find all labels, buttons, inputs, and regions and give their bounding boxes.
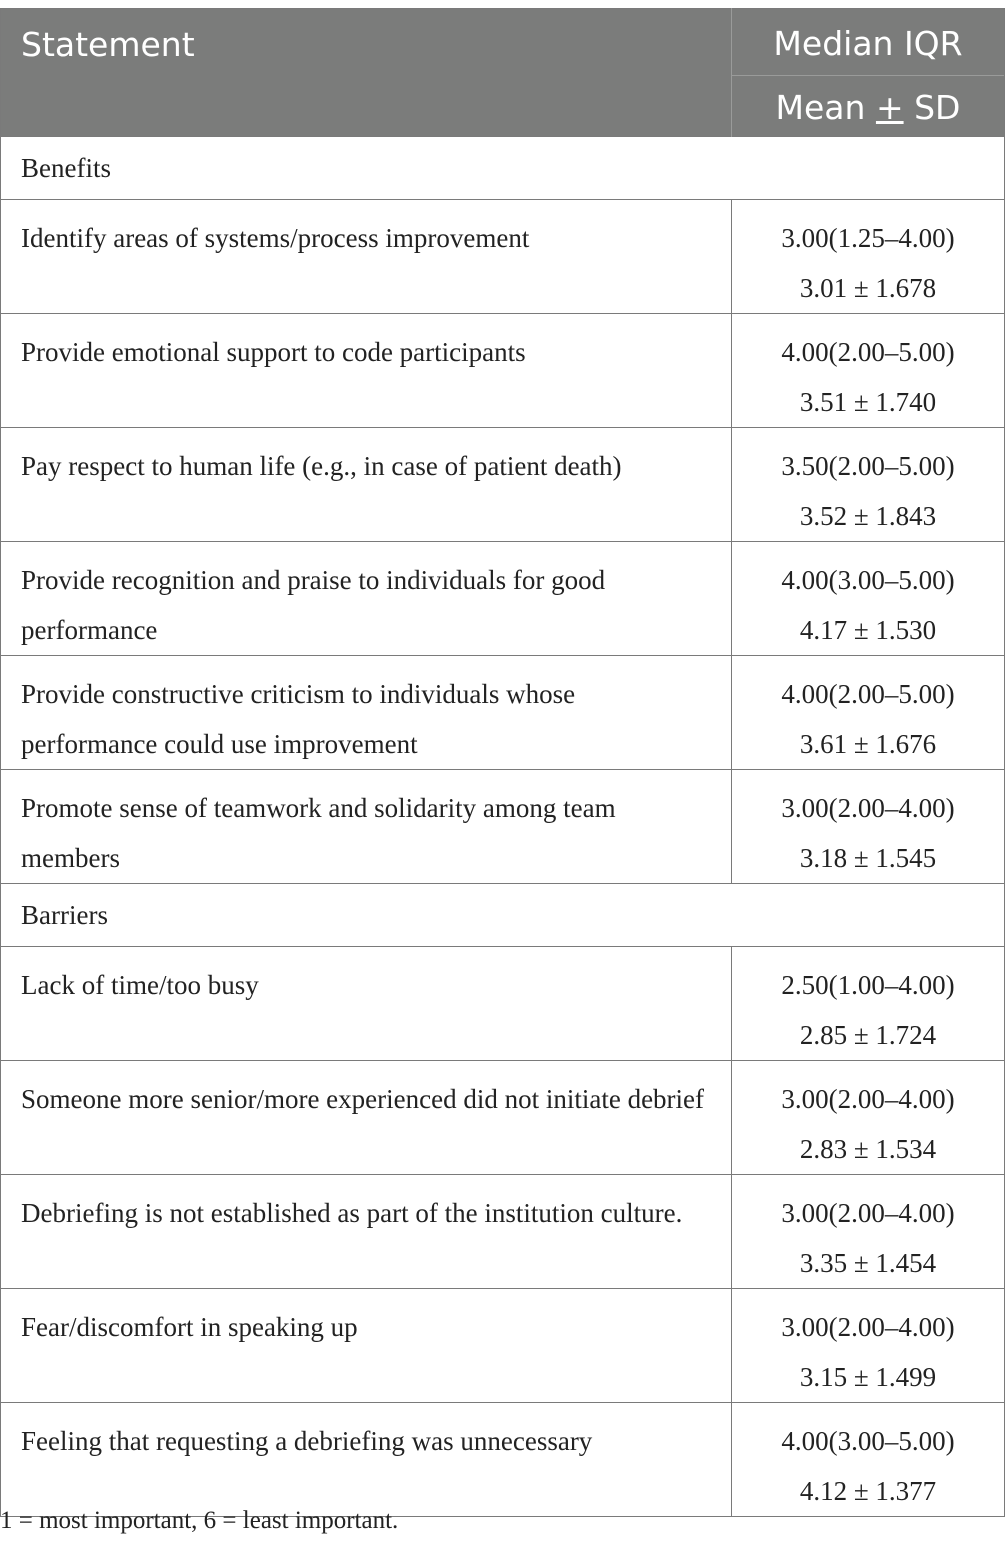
stats-cell <box>732 1403 1005 1517</box>
mean-sd-value: 3.61 ± 1.676 <box>799 729 937 759</box>
mean-sd-value: 3.18 ± 1.545 <box>799 843 937 873</box>
statement-cell: Fear/discomfort in speaking up <box>1 1289 732 1403</box>
mean-sd-value: 3.35 ± 1.454 <box>799 1248 937 1278</box>
stats-cell <box>732 947 1005 1061</box>
mean-sd-value: 3.51 ± 1.740 <box>799 387 937 417</box>
median-iqr-value: 4.00(3.00–5.00) <box>781 1426 955 1456</box>
table-row <box>1 1061 1005 1175</box>
statement-cell: Debriefing is not established as part of the institution culture. <box>1 1175 732 1289</box>
stats-cell <box>732 428 1005 542</box>
header-sd-label: SD <box>903 88 961 127</box>
statement-cell: Identify areas of systems/process improvement <box>1 200 732 314</box>
statement-cell: Lack of time/too busy <box>1 947 732 1061</box>
table-row <box>1 770 1005 884</box>
table-body <box>1 137 1005 1517</box>
table-row <box>1 1403 1005 1517</box>
stats-cell <box>732 542 1005 656</box>
median-iqr-value: 2.50(1.00–4.00) <box>781 970 955 1000</box>
median-iqr-value: 3.00(2.00–4.00) <box>781 1198 955 1228</box>
median-iqr-value: 4.00(2.00–5.00) <box>781 337 955 367</box>
median-iqr-value: 4.00(2.00–5.00) <box>781 679 955 709</box>
table-row <box>1 947 1005 1061</box>
results-table <box>0 8 1005 1517</box>
median-iqr-value: 3.00(2.00–4.00) <box>781 793 955 823</box>
header-median-iqr: Median IQR <box>732 9 1004 76</box>
table-row <box>1 542 1005 656</box>
section-title: Barriers <box>1 884 1005 947</box>
stats-cell <box>732 1061 1005 1175</box>
median-iqr-value: 3.00(2.00–4.00) <box>781 1084 955 1114</box>
stats-cell <box>732 770 1005 884</box>
header-stats <box>732 9 1005 137</box>
mean-sd-value: 3.15 ± 1.499 <box>799 1362 937 1392</box>
median-iqr-value: 4.00(3.00–5.00) <box>781 565 955 595</box>
table-row <box>1 314 1005 428</box>
stats-cell <box>732 1289 1005 1403</box>
stats-cell <box>732 314 1005 428</box>
header-mean-sd <box>732 76 1004 136</box>
median-iqr-value: 3.00(1.25–4.00) <box>781 223 955 253</box>
results-table-container <box>0 8 1004 1517</box>
statement-cell: Provide emotional support to code participants <box>1 314 732 428</box>
statement-cell: Pay respect to human life (e.g., in case of patient death) <box>1 428 732 542</box>
statement-cell: Feeling that requesting a debriefing was unnecessary <box>1 1403 732 1517</box>
table-header <box>1 9 1005 137</box>
stats-cell <box>732 656 1005 770</box>
section-row-benefits <box>1 137 1005 200</box>
section-title: Benefits <box>1 137 1005 200</box>
mean-sd-value: 2.85 ± 1.724 <box>799 1020 937 1050</box>
stats-cell <box>732 1175 1005 1289</box>
header-mean-label: Mean <box>775 88 876 127</box>
statement-cell: Provide recognition and praise to individuals for good performance <box>1 542 732 656</box>
section-row-barriers <box>1 884 1005 947</box>
mean-sd-value: 4.17 ± 1.530 <box>799 615 937 645</box>
median-iqr-value: 3.00(2.00–4.00) <box>781 1312 955 1342</box>
mean-sd-value: 2.83 ± 1.534 <box>799 1134 937 1164</box>
plus-minus-symbol: + <box>875 88 904 127</box>
table-row <box>1 1289 1005 1403</box>
stats-cell <box>732 200 1005 314</box>
mean-sd-value: 3.01 ± 1.678 <box>799 273 937 303</box>
header-statement: Statement <box>1 9 732 137</box>
table-row <box>1 428 1005 542</box>
table-row <box>1 200 1005 314</box>
median-iqr-value: 3.50(2.00–5.00) <box>781 451 955 481</box>
table-footnote: 1 = most important, 6 = least important. <box>0 1507 399 1534</box>
statement-cell: Promote sense of teamwork and solidarity among team members <box>1 770 732 884</box>
table-row <box>1 1175 1005 1289</box>
statement-cell: Someone more senior/more experienced did not initiate debrief <box>1 1061 732 1175</box>
statement-cell: Provide constructive criticism to individuals whose performance could use improvement <box>1 656 732 770</box>
table-row <box>1 656 1005 770</box>
mean-sd-value: 3.52 ± 1.843 <box>799 501 937 531</box>
mean-sd-value: 4.12 ± 1.377 <box>799 1476 937 1506</box>
